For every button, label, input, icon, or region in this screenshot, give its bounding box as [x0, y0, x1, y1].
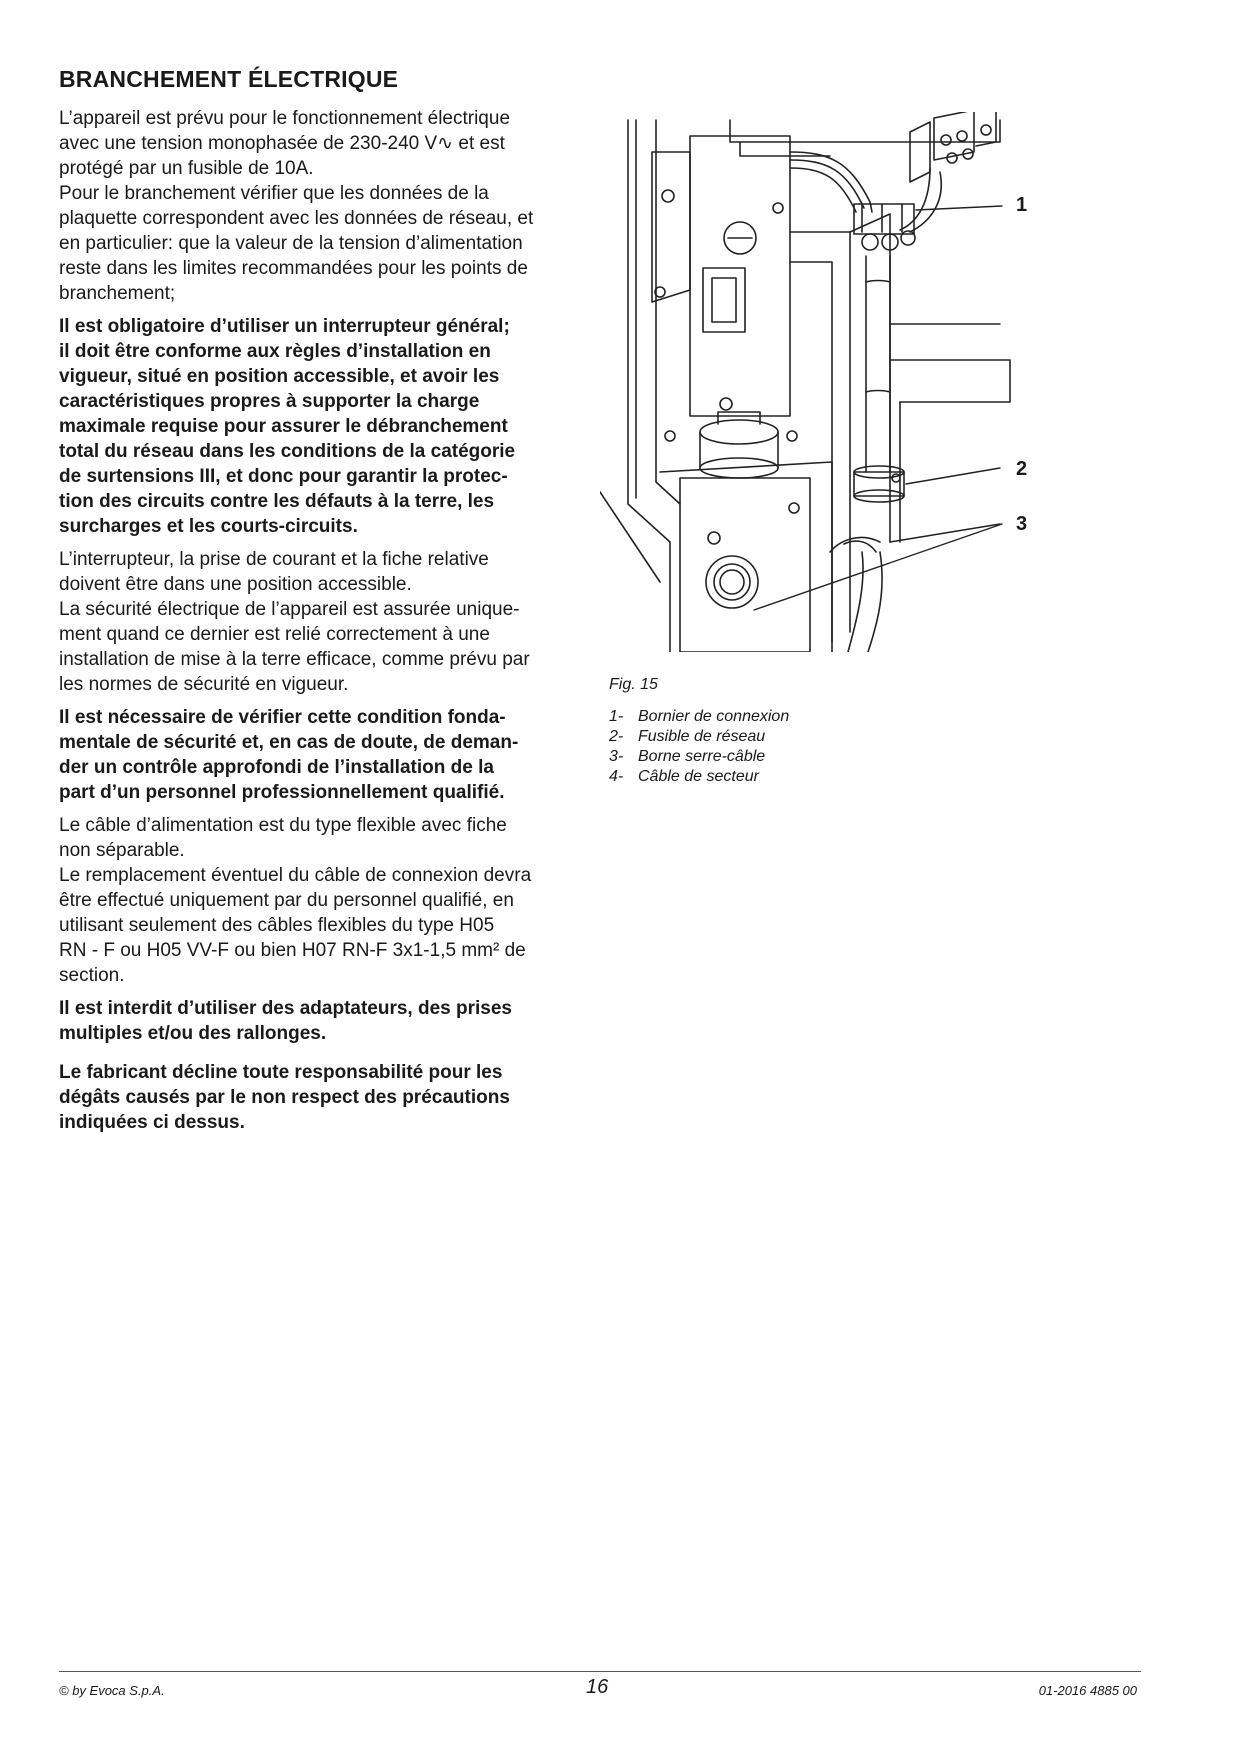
- body-column: [59, 106, 579, 1143]
- paragraph-liability: Le fabricant décline toute responsabilité pour les dégâts causés par le non respect des précautions indiquées ci dessus.: [59, 1062, 510, 1133]
- paragraph-adapters-warning: Il est interdit d’utiliser des adaptateurs, des prises multiples et/ou des rallonges.: [59, 998, 512, 1044]
- legend-text: Bornier de connexion: [638, 708, 790, 725]
- legend-text: Borne serre-câble: [638, 748, 766, 765]
- paragraph-cable: Le câble d’alimentation est du type flexible avec fiche non séparable. Le remplacement éventuel du câble de connexion devra être effectué uniquement par du personnel qualifié, en utilisant seulement des câbles flexibles du type H05 RN - F ou H05 VV-F ou bien H07 RN-F 3x1-1,5 mm² de section.: [59, 815, 532, 986]
- legend-number: 3-: [609, 748, 624, 765]
- legend-number: 4-: [609, 768, 624, 785]
- paragraph-main-switch-warning: Il est obligatoire d’utiliser un interrupteur général; il doit être conforme aux règles d’installation en vigueur, situé en position accessible, et avoir les caractéristiques propres à supporter la charge maximale requise pour assurer le débranchement total du réseau dans les conditions de la catégorie de surtensions III, et donc pour garantir la protec- tion des circuits contre les défauts à la terre, les surcharges et les courts-circuits.: [59, 316, 516, 537]
- legend-number: 1-: [609, 708, 624, 725]
- legend-item: [609, 747, 789, 767]
- paragraph-supply: L’appareil est prévu pour le fonctionnement électrique avec une tension monophasée de 230-240 V∿ et est protégé par un fusible de 10A. Pour le branchement vérifier que les données de la plaquette correspondent avec les données de réseau, et en particulier: que la valeur de la tension d’alimentation reste dans les limites recommandées pour les points de branchement;: [59, 108, 534, 304]
- legend-text: Câble de secteur: [638, 768, 759, 785]
- section-title: BRANCHEMENT ÉLECTRIQUE: [59, 66, 399, 92]
- legend-item: [609, 707, 789, 727]
- figure-legend: [609, 707, 789, 787]
- figure-caption: Fig. 15: [609, 676, 658, 693]
- legend-number: 2-: [609, 728, 624, 745]
- connection-illustration: [600, 112, 1040, 652]
- footer-doc-code: 01-2016 4885 00: [1038, 1683, 1137, 1698]
- footer-page-number: 16: [586, 1676, 609, 1698]
- legend-item: [609, 727, 789, 747]
- legend-text: Fusible de réseau: [638, 728, 766, 745]
- paragraph-verify-warning: Il est nécessaire de vérifier cette condition fonda- mentale de sécurité et, en cas de doute, de deman- der un contrôle approfondi de l’installation de la part d’un personnel professionnellement qualifié.: [59, 707, 519, 803]
- callout-1: 1: [1016, 194, 1028, 216]
- footer-copyright: © by Evoca S.p.A.: [59, 1683, 165, 1698]
- legend-item: [609, 767, 789, 787]
- callout-3: 3: [1016, 513, 1028, 535]
- footer-divider: [59, 1671, 1141, 1672]
- callout-2: 2: [1016, 458, 1028, 480]
- paragraph-earthing: L’interrupteur, la prise de courant et la fiche relative doivent être dans une position accessible. La sécurité électrique de l’appareil est assurée unique- ment quand ce dernier est relié correctement à une installation de mise à la terre efficace, comme prévu par les normes de sécurité en vigueur.: [59, 549, 530, 695]
